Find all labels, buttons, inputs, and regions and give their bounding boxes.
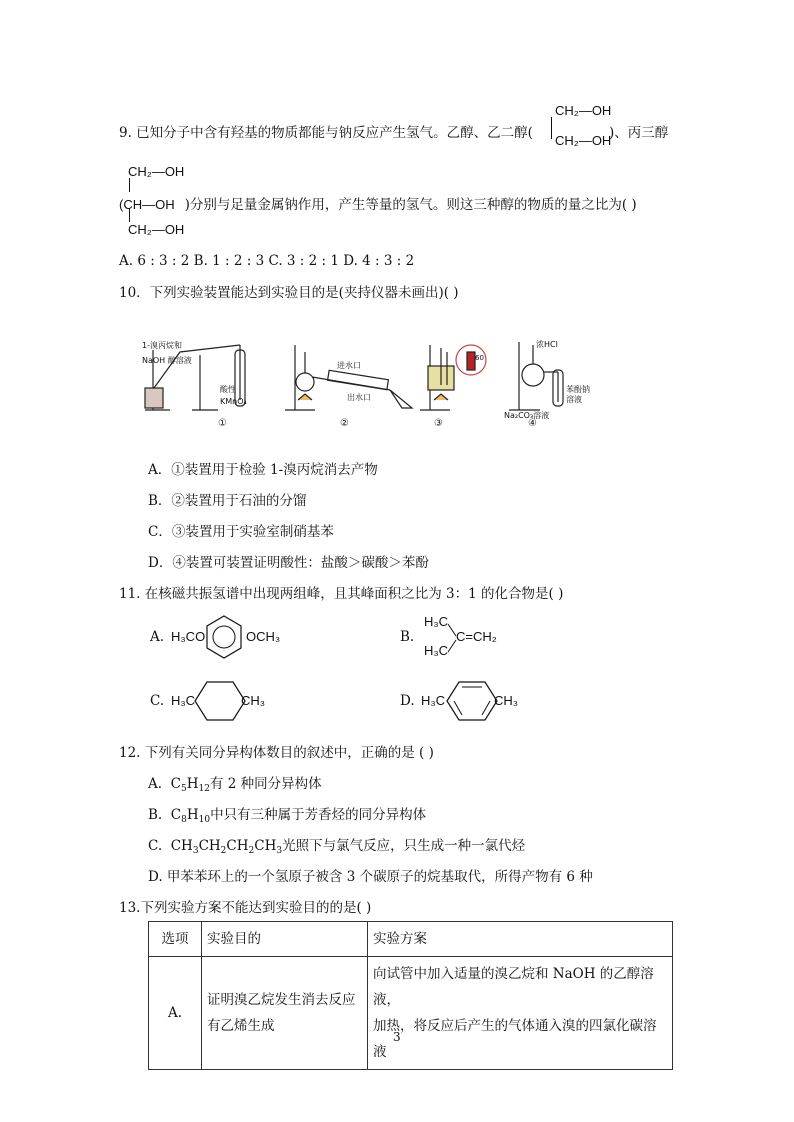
q11-d-right: CH₃ — [494, 693, 519, 708]
apparatus3-number: ③ — [434, 418, 443, 429]
apparatus2-label-a: 进水口 — [337, 361, 361, 370]
q12-option-c: C. $CH_3CH_2CH_2CH_3$光照下与氯气反应，只生成一种一氯代烃 — [148, 838, 526, 856]
q11-c-cyclohexane-ring — [192, 679, 248, 723]
header-option: 选项 — [149, 922, 202, 957]
apparatus4-label-b: 苯酚钠 — [566, 385, 590, 394]
q9-glycerol-bond2 — [129, 208, 130, 222]
apparatus4-label-c: 溶液 — [566, 395, 582, 404]
q11-label-a: A. — [150, 629, 165, 645]
q10-apparatus-figure — [140, 330, 620, 430]
apparatus4-label-a: 浓HCl — [536, 340, 558, 349]
page-number: 3 — [393, 1030, 401, 1044]
row-a-plan: 向试管中加入适量的溴乙烷和 NaOH 的乙醇溶液， 加热，将反应后产生的气体通入溴的四氯化碳溶液 — [368, 957, 673, 1070]
apparatus1-label-b: NaOH 醇溶液 — [142, 356, 192, 365]
table-row — [149, 957, 673, 1070]
q13-stem: 13.下列实验方案不能达到实验目的的是( ) — [119, 900, 372, 916]
q11-d-left: H₃C — [421, 693, 446, 708]
q9-glycol-top: CH₂—OH — [555, 103, 612, 118]
apparatus4-number: ④ — [528, 418, 537, 429]
q11-c-left: H₃C — [171, 693, 196, 708]
q9-line2-tail: )分别与足量金属钠作用，产生等量的氢气。则这三种醇的物质的量之比为( ) — [184, 197, 637, 213]
header-plan: 实验方案 — [368, 922, 673, 957]
row-a-purpose: 证明溴乙烷发生消去反应 有乙烯生成 — [202, 957, 368, 1070]
q11-label-c: C. — [150, 693, 165, 709]
q11-b-top: H₃C — [424, 614, 449, 629]
q10-option-b: B．②装置用于石油的分馏 — [148, 493, 307, 509]
q11-b-bottom: H₃C — [424, 643, 449, 658]
q9-glycerol-bottom: CH₂—OH — [128, 222, 185, 237]
q9-glycol-bottom: CH₂—OH — [555, 133, 612, 148]
q9-line1: 9. 已知分子中含有羟基的物质都能与钠反应产生氢气。乙醇、乙二醇( — [119, 125, 533, 141]
q9-glycerol-top: CH₂—OH — [128, 164, 185, 179]
q11-d-benzene-ring — [444, 679, 500, 723]
table-header-row — [149, 922, 673, 957]
apparatus1-label-c: 酸性 — [220, 385, 236, 394]
row-a-option: A. — [149, 957, 202, 1070]
q12-stem: 12. 下列有关同分异构体数目的叙述中，正确的是 ( ) — [119, 745, 434, 761]
q9-line1-end: )、丙三醇 — [609, 125, 669, 141]
apparatus1-label-d: KMnO₄ — [220, 397, 247, 406]
apparatus2-number: ② — [340, 418, 349, 429]
q10-option-a: A．①装置用于检验 1-溴丙烷消去产物 — [148, 462, 378, 478]
apparatus1-number: ① — [218, 418, 227, 429]
q11-b-right: C=CH₂ — [456, 629, 497, 644]
q12-option-a: A. $C_5H_{12}$有 2 种同分异构体 — [148, 776, 322, 794]
apparatus1-label-a: 1-溴丙烷和 — [142, 341, 182, 350]
q11-a-benzene-ring — [204, 614, 244, 660]
q11-a-right: OCH₃ — [246, 629, 281, 644]
q10-option-c: C．③装置用于实验室制硝基苯 — [148, 524, 334, 540]
apparatus2-label-b: 出水口 — [347, 393, 371, 402]
q10-option-d: D．④装置可装置证明酸性：盐酸＞碳酸＞苯酚 — [148, 555, 429, 571]
q11-stem: 11. 在核磁共振氢谱中出现两组峰，且其峰面积之比为 3：1 的化合物是( ) — [119, 586, 564, 602]
q11-label-b: B. — [400, 629, 415, 645]
q9-glycerol-bond1 — [129, 178, 130, 192]
q11-label-d: D. — [400, 693, 415, 709]
q11-a-left: H₃CO — [171, 629, 206, 644]
apparatus4-label-d: Na₂CO₃溶液 — [504, 411, 550, 420]
q9-glycerol-mid: (CH—OH — [119, 197, 175, 212]
q12-option-d: D. 甲苯苯环上的一个氢原子被含 3 个碳原子的烷基取代，所得产物有 6 种 — [148, 869, 593, 885]
q11-c-right: CH₃ — [241, 693, 266, 708]
q9-options: A. 6 : 3 : 2 B. 1 : 2 : 3 C. 3 : 2 : 1 D. 4 : 3 : 2 — [119, 253, 415, 269]
apparatus-4 — [509, 342, 563, 410]
header-purpose: 实验目的 — [202, 922, 368, 957]
q13-table — [148, 921, 673, 1070]
q12-option-b: B. $C_8H_{10}$中只有三种属于芳香烃的同分异构体 — [148, 807, 427, 825]
q10-stem: 10．下列实验装置能达到实验目的是(夹持仪器未画出)( ) — [119, 285, 459, 301]
apparatus3-label: 60 — [475, 354, 484, 362]
